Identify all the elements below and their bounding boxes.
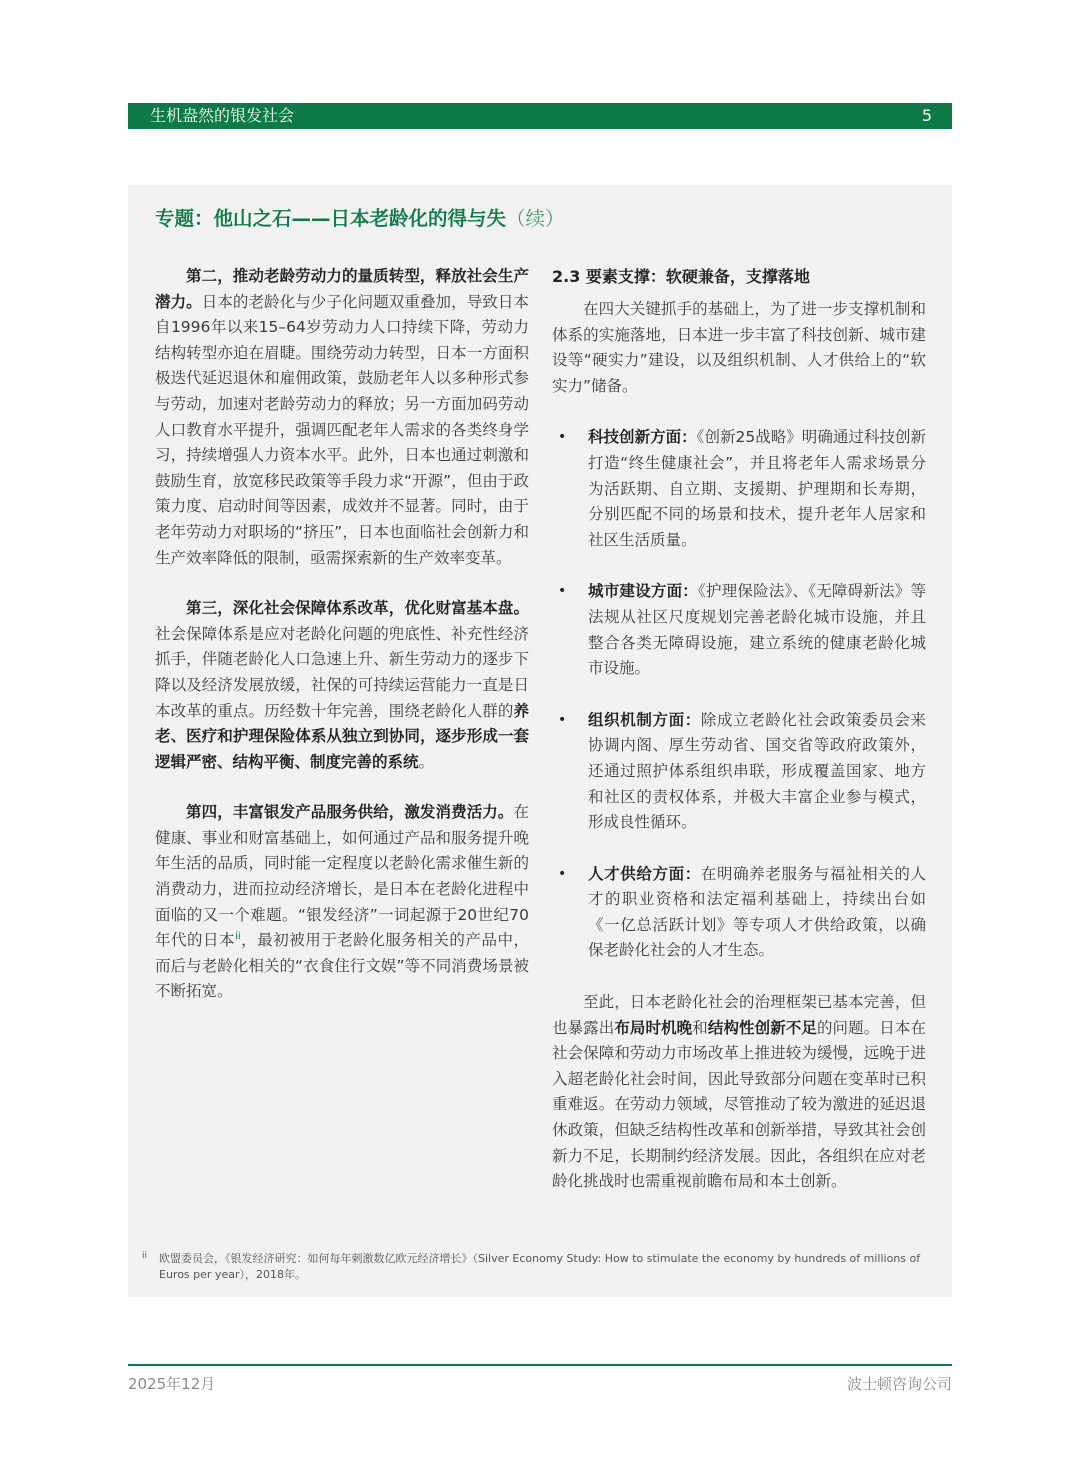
bullet-icon: • — [558, 583, 567, 600]
bullet-icon: • — [558, 429, 567, 446]
section-intro: 在四大关键抓手的基础上，为了进一步支撑机制和体系的实施落地，日本进一步丰富了科技创新、城市建设等“硬实力”建设，以及组织机制、人才供给上的“软实力”储备。 — [552, 300, 926, 395]
right-column — [552, 264, 926, 1195]
bullet-lead: 城市建设方面： — [588, 582, 699, 601]
paragraph-lead: 第四，丰富银发产品服务供给，激发消费活力。 — [186, 803, 514, 822]
bullet-icon: • — [558, 865, 567, 882]
conclusion-text: 的问题。日本在社会保障和劳动力市场改革上推进较为缓慢，远晚于进入超老龄化社会时间，因此导致部分问题在变革时已积重难返。在劳动力领域，尽管推动了较为激进的延迟退休政策，但缺乏结构性改革和创新举措，导致其社会创新力不足，长期制约经济发展。因此，各组织在应对老龄化挑战时也需重视前瞻布局和本土创新。 — [552, 1018, 926, 1191]
report-title: 生机盎然的银发社会 — [150, 106, 295, 125]
paragraph-lead: 第三，深化社会保障体系改革，优化财富基本盘。 — [186, 599, 529, 618]
paragraph-end: ，最初被用于老龄化服务相关的产品中，而后与老龄化相关的“衣食住行文娱”等不同消费场景被不断拓宽。 — [155, 931, 529, 1001]
bullet-item-talent — [552, 862, 926, 964]
header-bar — [128, 103, 952, 129]
footnote-mark: ii — [142, 1251, 148, 1261]
bullet-body: 在明确养老服务与福祉相关的人才的职业资格和法定福利基础上，持续出台如《一亿总活跃计划》等专项人才供给政策，以确保老龄化社会的人才生态。 — [588, 864, 926, 960]
conclusion-text: 和 — [692, 1018, 708, 1037]
paragraph-emphasis: 养老、医疗和护理保险体系从独立到协同，逐步形成一套逻辑严密、结构平衡、制度完善的系统 — [155, 701, 529, 771]
bullet-lead: 科技创新方面： — [588, 428, 697, 447]
footnote-text: 欧盟委员会，《银发经济研究：如何每年刺激数亿欧元经济增长》（Silver Economy Study: How to stimulate the economy by hundreds of millions of Euros per year），2018年。 — [159, 1252, 921, 1281]
bullet-body: 除成立老龄化社会政策委员会来协调内阁、厚生劳动省、国交省等政府政策外，还通过照护体系组织串联，形成覆盖国家、地方和社区的责权体系，并极大丰富企业参与模式，形成良性循环。 — [588, 710, 926, 832]
bullet-item-urban — [552, 579, 926, 681]
panel-title-text: 专题：他山之石——日本老龄化的得与失 — [155, 207, 507, 230]
paragraph-silver-economy — [155, 800, 529, 1005]
conclusion-text: 至此，日本老龄化社会的治理框架已基本完善，但也暴露出 — [552, 993, 926, 1037]
paragraph-social-security — [155, 596, 529, 775]
panel-title — [155, 206, 565, 232]
bullet-body: 《护理保险法》、《无障碍新法》等法规从社区尺度规划完善老龄化城市设施，并且整合各类无障碍设施，建立系统的健康老龄化城市设施。 — [588, 582, 926, 678]
paragraph-end: 。 — [418, 752, 435, 771]
left-column — [155, 264, 529, 1005]
bullet-lead: 组织机制方面： — [588, 710, 701, 729]
conclusion-emphasis: 布局时机晚 — [614, 1018, 693, 1037]
panel-title-suffix: （续） — [506, 207, 565, 230]
conclusion-paragraph — [552, 990, 926, 1195]
bullet-item-technology — [552, 425, 926, 553]
page-number: 5 — [921, 106, 932, 125]
company-name: 波士顿咨询公司 — [846, 1375, 952, 1393]
section-title: 2.3 要素支撑：软硬兼备，支撑落地 — [552, 267, 810, 286]
conclusion-emphasis: 结构性创新不足 — [707, 1018, 817, 1037]
paragraph-body: 在健康、事业和财富基础上，如何通过产品和服务提升晚年生活的品质，同时能一定程度以老龄化需求催生新的消费动力，进而拉动经济增长，是日本在老龄化进程中面临的又一个难题。“银发经济”一词起源于20世纪70年代的日本 — [155, 803, 529, 950]
bullet-item-organization — [552, 708, 926, 836]
footnote-reference[interactable]: ii — [235, 931, 241, 943]
feature-panel — [128, 185, 952, 1297]
footnote — [142, 1251, 932, 1283]
bullet-icon: • — [558, 711, 567, 728]
paragraph-labor — [155, 264, 529, 571]
paragraph-lead: 第二，推动老龄劳动力的量质转型，释放社会生产潜力。 — [155, 267, 529, 311]
paragraph-body: 日本的老龄化与少子化问题双重叠加，导致日本自1996年以来15–64岁劳动力人口持续下降，劳动力结构转型亦迫在眉睫。围绕劳动力转型，日本一方面积极迭代延迟退休和雇佣政策，鼓励老年人以多种形式参与劳动，加速对老龄劳动力的释放；另一方面加码劳动人口教育水平提升，强调匹配老年人需求的各类终身学习，持续增强人力资本水平。此外，日本也通过刺激和鼓励生育，放宽移民政策等手段力求“开源”，但由于政策力度、启动时间等因素，成效并不显著。同时，由于老年劳动力对职场的“挤压”，日本也面临社会创新力和生产效率降低的限制，亟需探索新的生产效率变革。 — [155, 292, 529, 567]
footer-divider — [128, 1364, 952, 1366]
bullet-lead: 人才供给方面： — [588, 864, 701, 883]
publication-date: 2025年12月 — [128, 1375, 216, 1393]
paragraph-body: 社会保障体系是应对老龄化问题的兜底性、补充性经济抓手，伴随老龄化人口急速上升、新生劳动力的逐步下降以及经济发展放缓，社保的可持续运营能力一直是日本改革的重点。历经数十年完善，围绕老龄化人群的 — [155, 624, 529, 720]
bullet-body: 《创新25战略》明确通过科技创新打造“终生健康社会”，并且将老年人需求场景分为活跃期、自立期、支援期、护理期和长寿期，分别匹配不同的场景和技术，提升老年人居家和社区生活质量。 — [588, 428, 926, 549]
